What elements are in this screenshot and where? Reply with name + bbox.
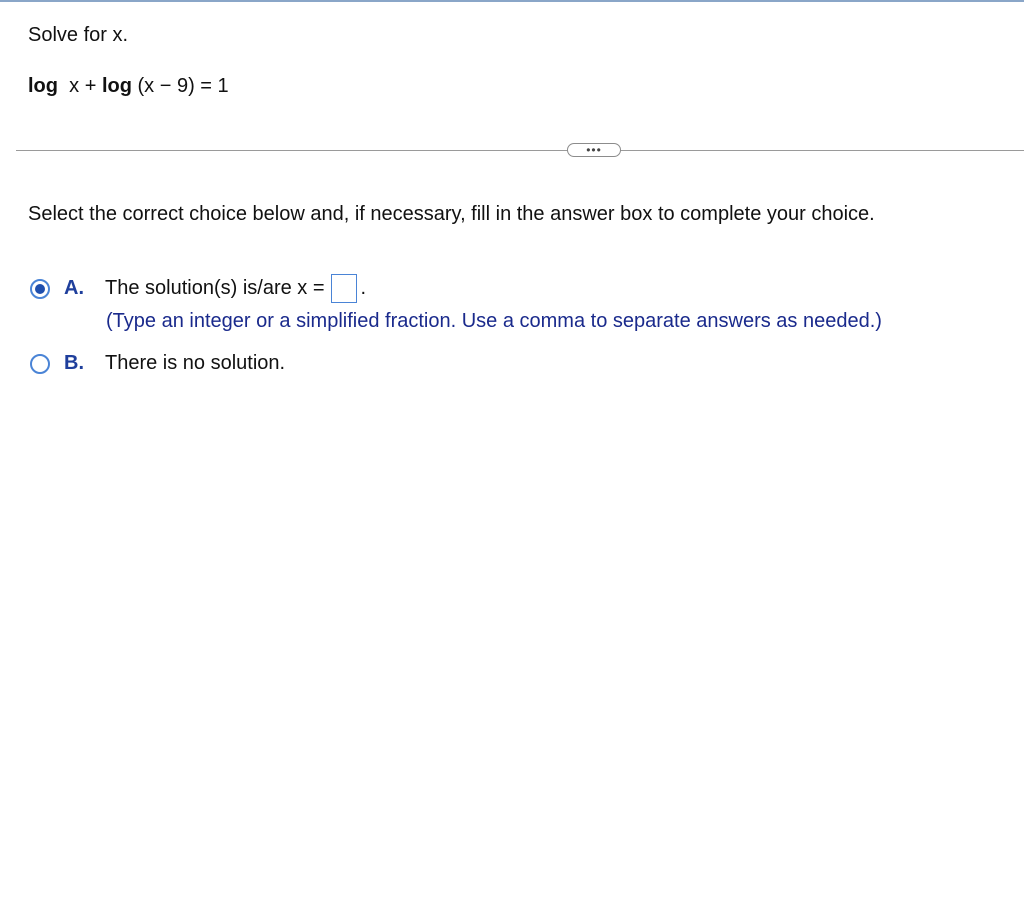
choice-b-letter: B. — [64, 352, 84, 374]
choice-b-radio[interactable] — [30, 354, 50, 374]
choice-a[interactable] — [30, 274, 366, 303]
instructions-text: Select the correct choice below and, if necessary, fill in the answer box to complete your choice. — [28, 203, 875, 225]
choice-a-letter: A. — [64, 277, 84, 299]
log-operator-1: log — [28, 75, 58, 97]
log-operator-2: log — [101, 75, 132, 97]
question-prompt: Solve for x. — [28, 24, 129, 46]
section-divider — [16, 150, 1024, 151]
choice-a-radio[interactable] — [30, 279, 50, 299]
choice-b-text: There is no solution. — [105, 352, 286, 374]
answer-format-hint: (Type an integer or a simplified fraction. Use a comma to separate answers as needed.) — [106, 310, 882, 332]
answer-input-box[interactable] — [331, 274, 357, 303]
equation-term-2: (x − 9) = 1 — [137, 75, 229, 97]
equation — [28, 75, 229, 98]
choice-a-suffix: . — [360, 277, 367, 299]
more-options-button[interactable] — [567, 143, 621, 157]
plus-sign: + — [84, 75, 97, 97]
ellipsis-icon: ••• — [586, 143, 602, 157]
choice-b[interactable] — [30, 352, 285, 375]
choice-a-text: The solution(s) is/are x = — [105, 277, 325, 299]
equation-term-1: x — [69, 75, 80, 97]
